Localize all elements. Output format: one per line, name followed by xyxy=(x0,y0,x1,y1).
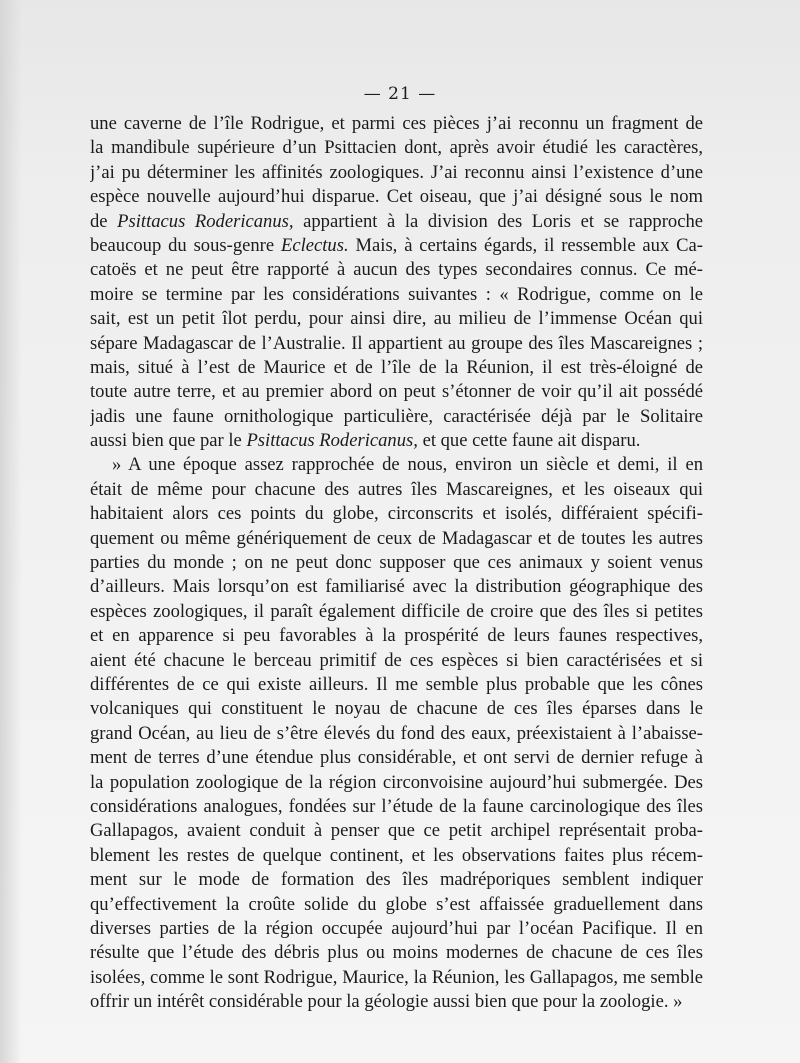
paragraph-1 xyxy=(90,112,703,453)
text-segment: aussi bien que par le xyxy=(90,430,247,452)
text-line: offrir un intérêt considérable pour la géologie aussi bien que pour la zoologie. » xyxy=(90,991,683,1013)
italic-species-name: Psittacus Rodericanus, xyxy=(117,210,294,232)
text-line: espèce nouvelle aujourd’hui disparue. Cet oiseau, que j’ai désigné sous le nom xyxy=(90,186,703,208)
text-line: diverses parties de la région occupée aujourd’hui par l’océan Pacifique. Il en xyxy=(90,917,703,939)
text-line: Gallapagos, avaient conduit à penser que ce petit archipel représentait proba- xyxy=(90,820,703,842)
text-line: catoës et ne peut être rapporté à aucun des types secondaires connus. Ce mé- xyxy=(90,259,703,281)
text-line xyxy=(90,234,703,258)
text-line: jadis une faune ornithologique particulière, caractérisée déjà par le Solitaire xyxy=(90,405,703,427)
text-line: espèces zoologiques, il paraît également difficile de croire que des îles si petites xyxy=(90,600,703,622)
text-line: différentes de ce qui existe ailleurs. Il me semble plus probable que les cônes xyxy=(90,673,703,695)
text-segment: et que cette faune ait disparu. xyxy=(417,430,641,452)
text-line xyxy=(90,210,703,234)
text-line: et en apparence si peu favorables à la prospérité de leurs faunes respectives, xyxy=(90,625,703,647)
text-line: la mandibule supérieure d’un Psittacien dont, après avoir étudié les caractères, xyxy=(90,137,703,159)
paragraph-2 xyxy=(90,453,703,1014)
text-line: sait, est un petit îlot perdu, pour ainsi dire, au milieu de l’immense Océan qui xyxy=(90,308,703,330)
text-line: une caverne de l’île Rodrigue, et parmi ces pièces j’ai reconnu un fragment de xyxy=(90,113,703,134)
text-segment: appartient à la division des Loris et se rapproche xyxy=(293,210,703,232)
text-segment: Mais, à certains égards, il ressemble aux Ca- xyxy=(348,234,703,256)
text-line: ment sur le mode de formation des îles madréporiques semblent indiquer xyxy=(90,869,703,891)
text-line: considérations analogues, fondées sur l’étude de la faune carcinologique des îles xyxy=(90,795,703,817)
text-segment: beaucoup du sous-genre xyxy=(90,234,281,256)
text-line: était de même pour chacune des autres îles Mascareignes, et les oiseaux qui xyxy=(90,478,703,500)
text-line: grand Océan, au lieu de s’être élevés du fond des eaux, préexistaient à l’abaisse- xyxy=(90,722,703,744)
text-line: mais, situé à l’est de Maurice et de l’île de la Réunion, il est très-éloigné de xyxy=(90,356,703,378)
page-number: — 21 — xyxy=(363,84,437,104)
text-line: j’ai pu déterminer les affinités zoologiques. J’ai reconnu ainsi l’existence d’une xyxy=(90,161,703,183)
text-line: blement les restes de quelque continent, et les observations faites plus récem- xyxy=(90,844,703,866)
body-text xyxy=(90,112,703,1014)
text-line: aient été chacune le berceau primitif de ces espèces si bien caractérisées et si xyxy=(90,649,703,671)
italic-species-name: Psittacus Rodericanus, xyxy=(246,430,418,452)
text-segment: de xyxy=(90,210,118,232)
text-line: sépare Madagascar de l’Australie. Il appartient au groupe des îles Mascareignes ; xyxy=(90,332,703,354)
text-line: volcaniques qui constituent le noyau de chacune de ces îles éparses dans le xyxy=(90,698,703,720)
text-line: qu’effectivement la croûte solide du globe s’est affaissée graduellement dans xyxy=(90,893,703,915)
text-line: résulte que l’étude des débris plus ou moins modernes de chacune de ces îles xyxy=(90,942,703,964)
text-line: toute autre terre, et au premier abord on peut s’étonner de voir qu’il ait possédé xyxy=(90,381,703,403)
text-line: la population zoologique de la région circonvoisine aujourd’hui submergée. Des xyxy=(90,771,703,793)
text-line: isolées, comme le sont Rodrigue, Maurice, la Réunion, les Gallapagos, me semble xyxy=(90,966,703,988)
text-line: parties du monde ; on ne peut donc supposer que ces animaux y soient venus xyxy=(90,552,703,574)
text-line: ment de terres d’une étendue plus considérable, et ont servi de dernier refuge à xyxy=(90,747,703,769)
text-line: d’ailleurs. Mais lorsqu’on est familiarisé avec la distribution géographique des xyxy=(90,576,703,598)
text-line: quement ou même génériquement de ceux de Madagascar et de toutes les autres xyxy=(90,527,703,549)
text-line: » A une époque assez rapprochée de nous, environ un siècle et demi, il en xyxy=(112,454,703,476)
text-line xyxy=(90,429,703,453)
italic-species-name: Eclectus. xyxy=(280,234,349,256)
text-line: moire se termine par les considérations suivantes : « Rodrigue, comme on le xyxy=(90,283,703,305)
text-line: habitaient alors ces points du globe, circonscrits et isolés, différaient spécifi- xyxy=(90,503,703,525)
